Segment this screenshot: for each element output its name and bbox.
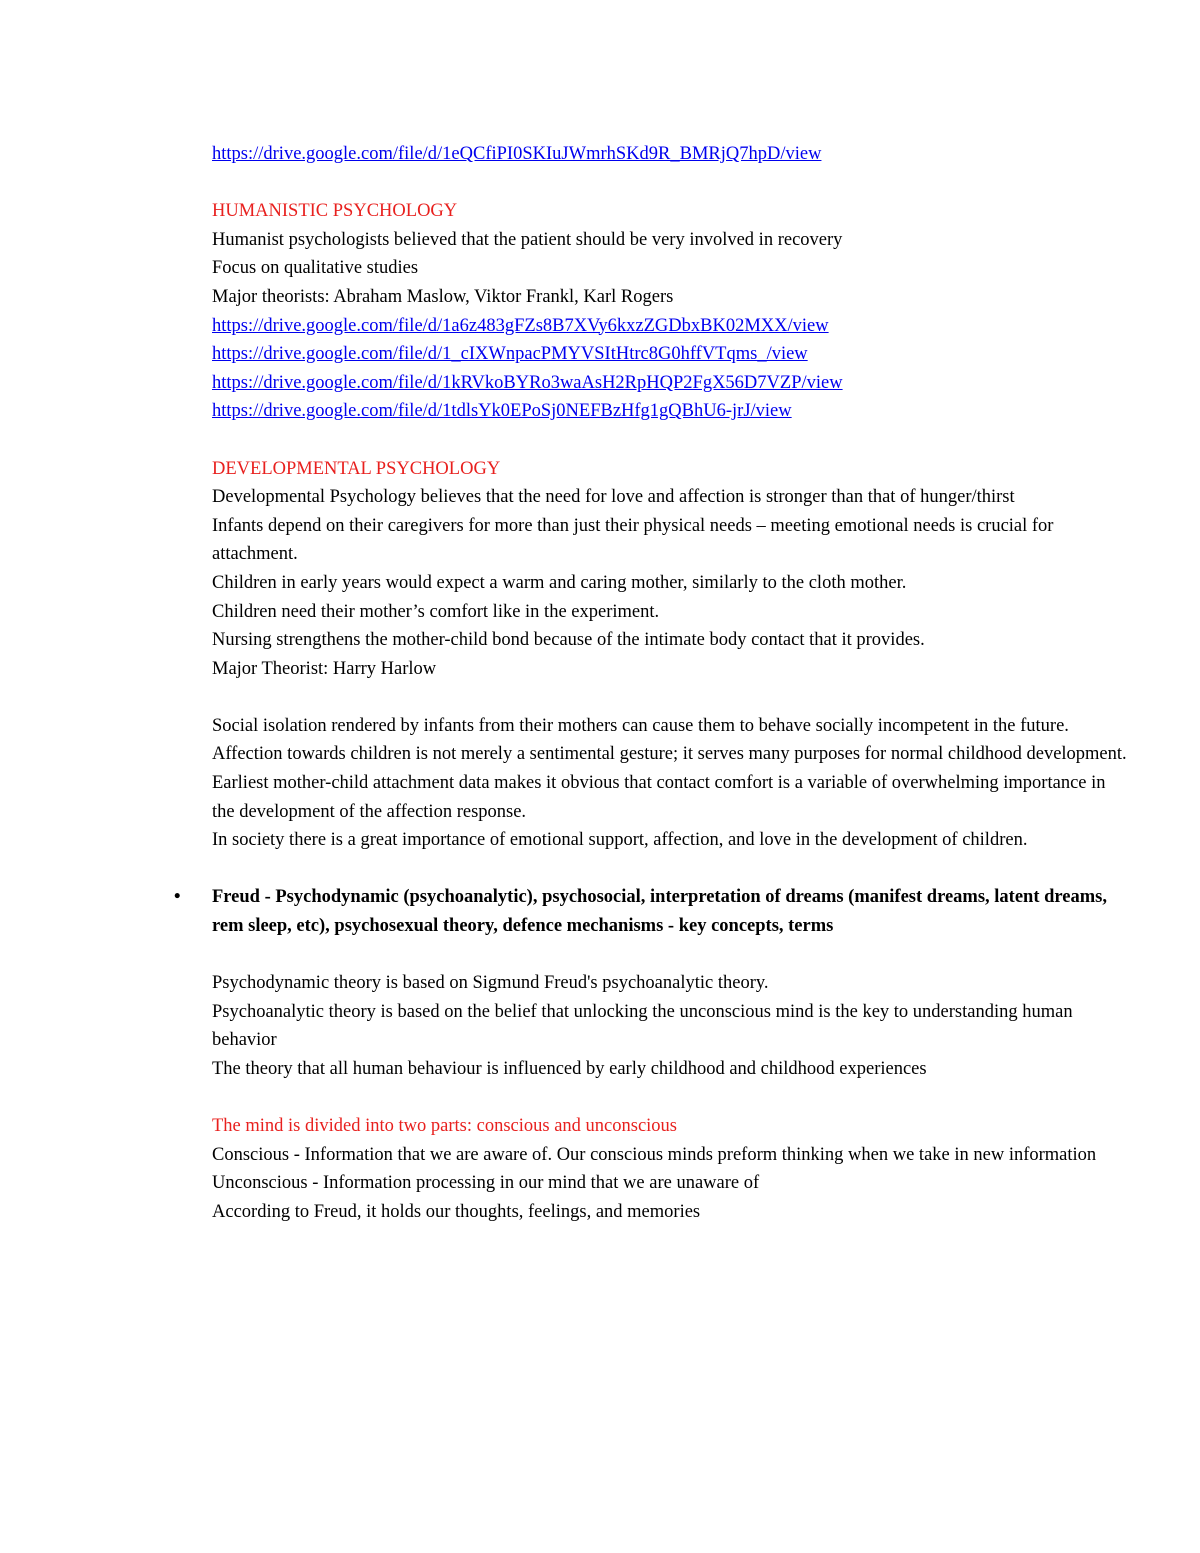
- text-line: Major theorists: Abraham Maslow, Viktor Frankl, Karl Rogers: [212, 286, 674, 307]
- text-line: The theory that all human behaviour is influenced by early childhood and childhood experiences: [212, 1059, 927, 1079]
- document-page: [174, 140, 1132, 1227]
- drive-link[interactable]: https://drive.google.com/file/d/1kRVkoBYRo3waAsH2RpHQP2FgX56D7VZP/view: [212, 372, 843, 393]
- text-line: Psychodynamic theory is based on Sigmund Freud's psychoanalytic theory.: [212, 973, 769, 994]
- spacer: [212, 426, 1132, 455]
- drive-link[interactable]: https://drive.google.com/file/d/1_cIXWnpacPMYVSItHtrc8G0hffVTqms_/view: [212, 344, 808, 365]
- spacer: [212, 855, 1132, 884]
- text-line: Infants depend on their caregivers for more than just their physical needs – meeting emotional needs is crucial for attachment.: [212, 515, 1054, 565]
- bullet-text: Freud - Psychodynamic (psychoanalytic), psychosocial, interpretation of dreams (manifest dreams, latent dreams, rem sleep, etc), psychosexual theory, defence mechanisms - key concepts, terms: [212, 887, 1107, 937]
- developmental-section: [212, 455, 1132, 855]
- bullet-icon: •: [174, 887, 181, 908]
- text-line: Social isolation rendered by infants from their mothers can cause them to behave socially incompetent in the future.: [212, 715, 1069, 736]
- text-line: Nursing strengthens the mother-child bond because of the intimate body contact that it provides.: [212, 630, 925, 651]
- section-heading: HUMANISTIC PSYCHOLOGY: [212, 201, 458, 222]
- text-line: Children need their mother’s comfort like in the experiment.: [212, 601, 660, 622]
- text-line: Humanist psychologists believed that the patient should be very involved in recovery: [212, 229, 843, 250]
- text-line: In society there is a great importance of emotional support, affection, and love in the development of children.: [212, 830, 1028, 851]
- text-line: Major Theorist: Harry Harlow: [212, 658, 437, 679]
- spacer: [212, 169, 1132, 198]
- text-line: According to Freud, it holds our thoughts, feelings, and memories: [212, 1201, 701, 1222]
- drive-link[interactable]: https://drive.google.com/file/d/1tdlsYk0EPoSj0NEFBzHfg1gQBhU6-jrJ/view: [212, 401, 792, 422]
- spacer: [212, 683, 1132, 712]
- text-line: Conscious - Information that we are aware of. Our conscious minds preform thinking when we take in new information: [212, 1144, 1097, 1165]
- text-line: Earliest mother-child attachment data makes it obvious that contact comfort is a variable of overwhelming importance in the development of the affection response.: [212, 773, 1106, 822]
- section-heading: DEVELOPMENTAL PSYCHOLOGY: [212, 458, 501, 479]
- bullet-item: [174, 883, 1132, 940]
- drive-link[interactable]: https://drive.google.com/file/d/1eQCfiPI0SKIuJWmrhSKd9R_BMRjQ7hpD/view: [212, 144, 822, 164]
- spacer: [212, 941, 1132, 970]
- text-line: Psychoanalytic theory is based on the belief that unlocking the unconscious mind is the key to understanding human behavior: [212, 1001, 1073, 1051]
- text-line: Affection towards children is not merely a sentimental gesture; it serves many purposes for normal childhood development.: [212, 744, 1127, 765]
- humanistic-section: [212, 197, 1132, 426]
- text-line: Unconscious - Information processing in our mind that we are unaware of: [212, 1173, 760, 1194]
- text-line: Focus on qualitative studies: [212, 258, 419, 279]
- spacer: [212, 1084, 1132, 1113]
- section-heading: The mind is divided into two parts: conscious and unconscious: [212, 1116, 678, 1137]
- text-line: Developmental Psychology believes that the need for love and affection is stronger than that of hunger/thirst: [212, 487, 1015, 508]
- text-line: Children in early years would expect a warm and caring mother, similarly to the cloth mother.: [212, 572, 907, 593]
- drive-link[interactable]: https://drive.google.com/file/d/1a6z483gFZs8B7XVy6kxzZGDbxBK02MXX/view: [212, 315, 829, 336]
- freud-section: [174, 883, 1132, 1226]
